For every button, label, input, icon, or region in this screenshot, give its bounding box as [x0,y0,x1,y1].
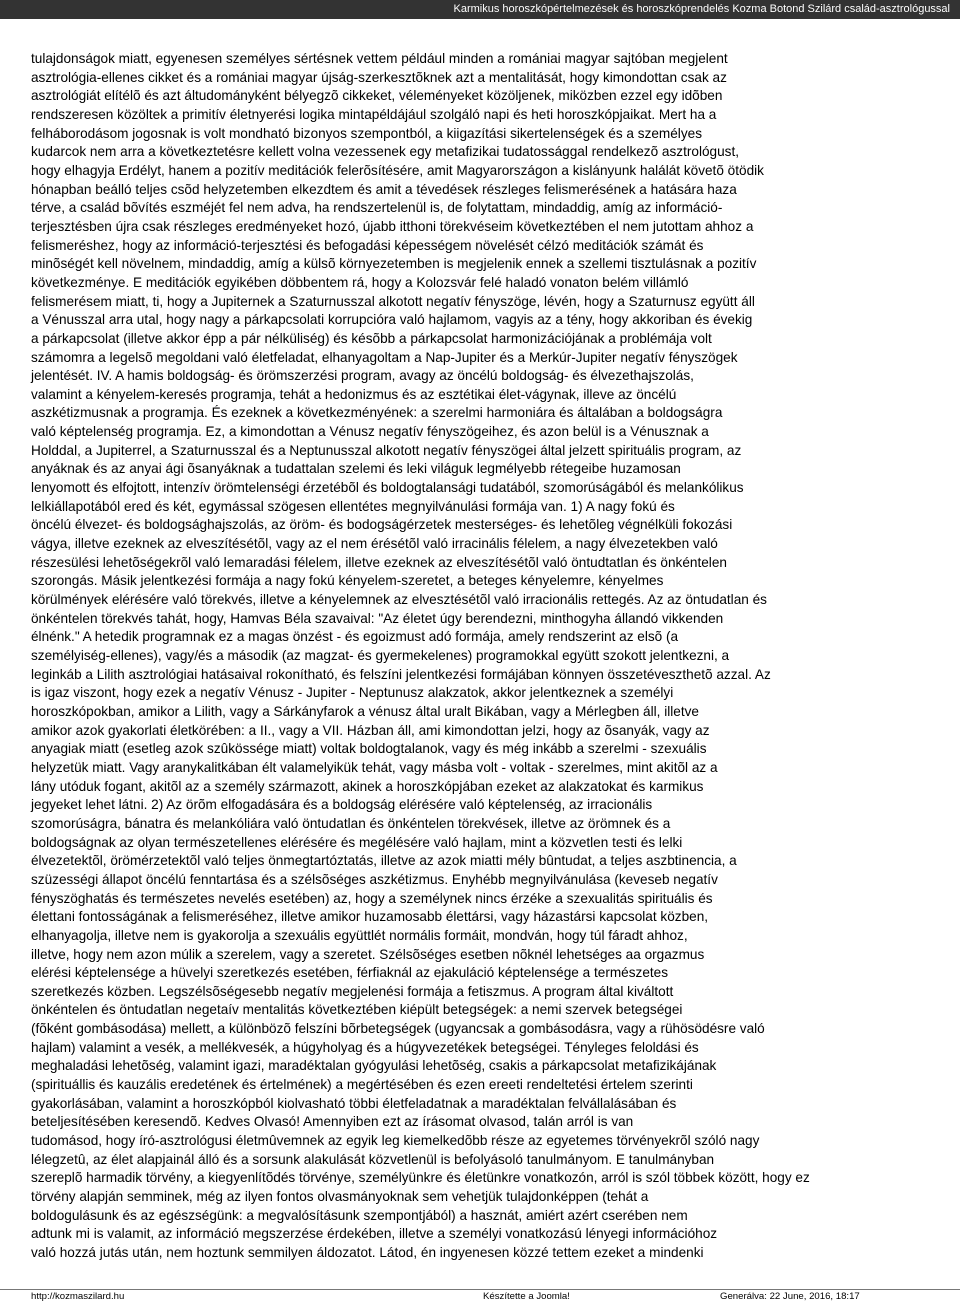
article-line: törvény alapján semminek, még az ilyen fontos olvasmányoknak sem vehetjük tulajdonképpen (tehát a [31,1189,649,1205]
article-line: önkéntelen törekvés tahát, hogy, Hamvas Béla szavaival: "Az életet úgy berendezni, minthogyha állandó vikkenden [31,610,724,626]
article-line: lelkiállapotából ered és két, egymással szögesen ellentétes megnyilvánulási formája van. 1) A nagy fokú és [31,498,675,514]
article-line: következménye. E meditációk egyikében döbbentem rá, hogy a Kolozsvár felé haladó vonaton belém villámló [31,274,689,290]
article-line: személyiség-ellenes), vagy/és a második (az magzat- és gyermekelenes) programokkal együtt szokott jelentkezni, a [31,648,730,663]
article-line: minõségét kell növelnem, mindaddig, amíg a külsõ környezetemben is megjelenik ennek a szellemi tisztulásnak a pozitív [31,256,757,272]
article-body [31,50,931,1263]
article-line: helyzetük miatt. Vagy aranykalitkában élt valamelyikük tehát, vagy másba volt - voltak - szerelmes, mint akitõl az a [31,759,718,775]
article-line: kudarcok nem arra a következtetésre kellett volna vezessenek egy metafizikai tudatossággal rendelkezõ asztrológust, [31,144,740,160]
article-line: fényszöghatás és természetes nevelés esetében) az, hogy a személynek nincs érzéke a szexualitás spirituális és [31,890,713,906]
article-line: illetve, hogy nem azon múlik a szerelem, vagy a szeretet. Szélsõséges esetben nõknél lehetséges aa orgazmus [31,946,705,962]
article-line: asztrológiát elítélõ és azt áltudományként bélyegzõ cikkeket, véleményeket közöljenek, miközben ezzel egy idõben [31,88,723,104]
article-line: a Vénusszal arra utal, hogy nagy a párkapcsolati korrupcióra való hajlamom, vagyis az a tény, hogy akkoriban és évekig [31,312,753,328]
article-line: felháborodásom jogosnak is volt mondható bizonyos szempontból, a kiigazítási sikertelenségek és a személyes [31,125,702,141]
article-line: öncélú élvezet- és boldogsághajszolás, az öröm- és bodogságérzetek mesterséges- és lehetõleg végnélküli fokozási [31,517,733,533]
site-title: Karmikus horoszkópértelmezések és horoszkóprendelés Kozma Botond Szilárd család-asztrológussal [453,3,950,15]
site-header-bar [0,0,960,19]
article-line: jegyeket lehet látni. 2) Az örõm elfogadására és a boldogság elérésére való képtelenség, az irracionális [31,797,653,813]
article-line: asztrológia-ellenes cikket és a romániai magyar újság-szerkesztõknek azt a mentalitását, hogy kimondottan csak az [31,69,727,85]
article-line: szeretkezés közben. Legszélsõségesebb negatív megjelenési formája a fetiszmus. A program által kiváltott [31,983,674,999]
article-line: tudomásod, hogy író-asztrológusi életmûvemnek az egyik leg kiemelkedõbb része az egyetemes törvényekrõl szóló nagy [31,1133,760,1149]
article-line: térve, a család bõvítés eszméjét fel nem adva, ha rendszertelenül is, de folytattam, mindaddig, amíg az információ- [31,200,723,216]
article-line: körülmények elérésére való törekvés, illetve a kényelemnek az elvesztésétõl való irracionális rettegés. Az az öntudatlan és [31,592,767,608]
article-line: szüzességi állapot öncélú fenntartása és a szélsõséges aszkétizmus. Enyhébb megnyilvánulása (keveseb negatív [31,871,718,887]
article-line: (spirituállis és kauzális eredetének és értelmének) a megértésében és ezen ereeti rendeltetési értelem szerinti [31,1077,693,1093]
article-line: felismeréshez, hogy az információ-terjesztési és befogadási képességem növelését célzó meditációk számát és [31,237,704,253]
article-line: lélegzetû, az élet alapjainál álló és a sorsunk alakulását közvetlenül is befolyásoló tanulmányom. E tanulmányban [31,1151,715,1167]
article-line: a párkapcsolat (illetve akkor épp a pár nélküliség) és késõbb a párkapcsolat harmonizációjának a problémája volt [31,330,712,346]
article-line: beteljesítésében keresendõ. Kedves Olvasó! Amennyiben ezt az írásomat olvasod, talán arról is van [31,1114,634,1130]
article-line: (fõként gombásodása) mellett, a különbözõ felszíni bõrbetegségek (ugyancsak a gombásodásra, vagy a rühösödésre való [31,1021,765,1037]
article-line: anyáknak és az anyai ági õsanyáknak a tudattalan szelemi és leki világuk legmélyebb rétegeibe huzamosan [31,461,681,477]
article-line: elhanyagolja, illetve nem is gyakorolja a szexuális együttlét normális formáit, mondván, hogy túl fáradt ahhoz, [31,927,688,943]
article-line: szomorúságra, bánatra és melankóliára való öntudatlan és önkéntelen törekvések, illetve az örömnek és a [31,815,671,831]
article-line: hogy elhagyja Erdélyt, hanem a pozitív meditációk felerõsítésére, amit Magyarországon a kislányunk halálát követõ ötödik [31,162,764,178]
article-line: élettani fontosságának a felismeréséhez, illetve amikor huzamosabb élettársi, vagy házastársi kapcsolat közben, [31,909,709,925]
article-line: Holddal, a Jupiterrel, a Szaturnusszal és a Neptunusszal alkotott negatív fényszögei által jelzett spirituális program, az [31,442,742,458]
article-line: adtunk mi is valamit, az információ megszerzése érdekében, illetve a személyi vonatkozású lényegi információhoz [31,1226,718,1242]
article-line: amikor azok gyakorlati életkörében: a II., vagy a VII. Házban áll, ami kimondottan jelzi, hogy az õsanyák, vagy az [31,722,710,738]
article-line: önkéntelen és öntudatlan negetaív mentalitás következtében kiépült betegségek: a nemi szervek betegségei [31,1002,683,1018]
article-line: terjesztésben újra csak részleges eredményeket hozó, újabb itthoni törekvéseim következtében el nem jutottam ahhoz a [31,218,754,234]
article-line: aszkétizmusnak a programja. És ezeknek a következményének: a szerelmi harmoniára és általában a boldogságra [31,405,723,421]
article-line: részesülési lehetõségekrõl való lemaradási félelem, illetve ezeknek az elveszítésétõl való öntudtatlan és önkéntelen [31,554,727,570]
article-line: vágya, illetve ezeknek az elveszítésétõl, vagy az el nem érésétõl való irracinális félelem, a nagy élvezetekben való [31,536,718,552]
article-line: gyakorlásában, valamint a horoszkópból kiolvasható többi életfeladatnak a maradéktalan felvállalásában és [31,1095,677,1111]
article-line: anyagiak miatt (esetleg azok szûkössége miatt) voltak boldogtalanok, vagy és még inkább a szerelmi - szexuális [31,741,707,757]
article-line: elérési képtelensége a hüvelyi szeretkezés esetében, férfiaknál az ejakuláció képtelensége a természetes [31,965,669,981]
article-line: lány utóduk fogant, akitõl az a személy származott, akinek a horoszkópjában ezeket az alakzatokat és karmikus [31,778,704,794]
article-line: leginkáb a Lilith asztrológiai hatásaival rokonítható, és felszíni jelentkezési formájában könnyen összetéveszthetõ azzal. Az [31,666,771,682]
article-line: jelentését. IV. A hamis boldogság- és örömszerzési program, avagy az öncélú boldogság- és élvezethajszolás, [31,368,694,384]
article-line: való hozzá jutás után, nem hoztunk semmilyen áldozatot. Látod, én ingyenesen közzé tettem ezeket a mindenki [31,1245,704,1260]
article-line: valamint a kényelem-keresés programja, tehát a hedonizmus és az esztétikai élet-vágynak, illeve az öncélú [31,386,677,402]
article-line: szereplõ harmadik törvény, a kiegyenlítõdés törvénye, személyünkre és életünkre vonatkozón, arról is szól többek között, hogy ez [31,1170,810,1186]
footer-generated-date: Generálva: 22 June, 2016, 18:17 [720,1291,860,1302]
article-line: boldogságnak az olyan természetellenes elérésére és megélésére való hajlam, mint a közvetlen testi és lelki [31,834,683,850]
footer-url[interactable]: http://kozmaszilard.hu [31,1291,125,1302]
article-line: tulajdonságok miatt, egyenesen személyes sértésnek vettem például minden a romániai magyar sajtóban megjelent [31,51,728,66]
article-line: rendszeresen közöltek a primitív életnyerési logika mintapéldájául szolgáló napi és heti horoszkópjaikat. Mert ha a [31,106,717,122]
article-line: felismerésem miatt, ti, hogy a Jupiternek a Szaturnusszal alkotott negatív fényszöge, lévén, hogy a Szaturnusz együtt áll [31,293,755,309]
article-line: élnénk." A hetedik programnak ez a magas önzést - és egoizmust adó formája, amely rendszerint az elsõ (a [31,629,679,645]
article-line: szorongás. Másik jelentkezési formája a nagy fokú kényelem-szeretet, a beteges kényelemre, kényelmes [31,573,664,589]
article-line: számomra a legelsõ megoldani való életfeladat, elhanyagoltam a Nap-Jupiter és a Merkúr-Jupiter negatív fényszögek [31,349,738,365]
article-line: való képtelenség programja. Ez, a kimondottan a Vénusz negatív fényszögeihez, és azon belül is a Vénusznak a [31,424,709,440]
article-line: boldogulásunk és az egészségünk: a megvalósításunk szempontjából) a hasznát, amiért azért cserében nem [31,1207,688,1223]
article-line: is igaz viszont, hogy ezek a negatív Vénusz - Jupiter - Neptunusz alakzatok, akkor jelentkeznek a személyi [31,685,674,701]
article-line: meghaladási lehetõség, valamint igazi, maradéktalan gyógyulási lehetõség, csakis a párkapcsolat metafizikájának [31,1058,717,1074]
article-line: horoszkópokban, amikor a Lilith, vagy a Sárkányfarok a vénusz által uralt Bikában, vagy a Mérlegben áll, illetve [31,703,699,719]
article-line: hajlam) valamint a vesék, a mellékvesék, a húgyholyag és a húgyvezetékek betegségei. Tényleges feloldási és [31,1039,699,1055]
article-line: lenyomott és elfojtott, intenzív örömtelenségi érzetébõl és boldogtalansági tudatából, szomorúságából és melankólikus [31,480,744,496]
article-line: élvezetektõl, örömérzetektõl való teljes önmegtartóztatás, illetve az azok miatti mély bûntudat, a teljes aszbtinencia, a [31,853,737,869]
page-footer [0,1289,960,1303]
article-line: hónapban beálló teljes csõd helyzetemben elkezdtem és amit a tévedések részleges felismerésének a hatására haza [31,181,737,197]
footer-credit: Készítette a Joomla! [483,1291,570,1302]
